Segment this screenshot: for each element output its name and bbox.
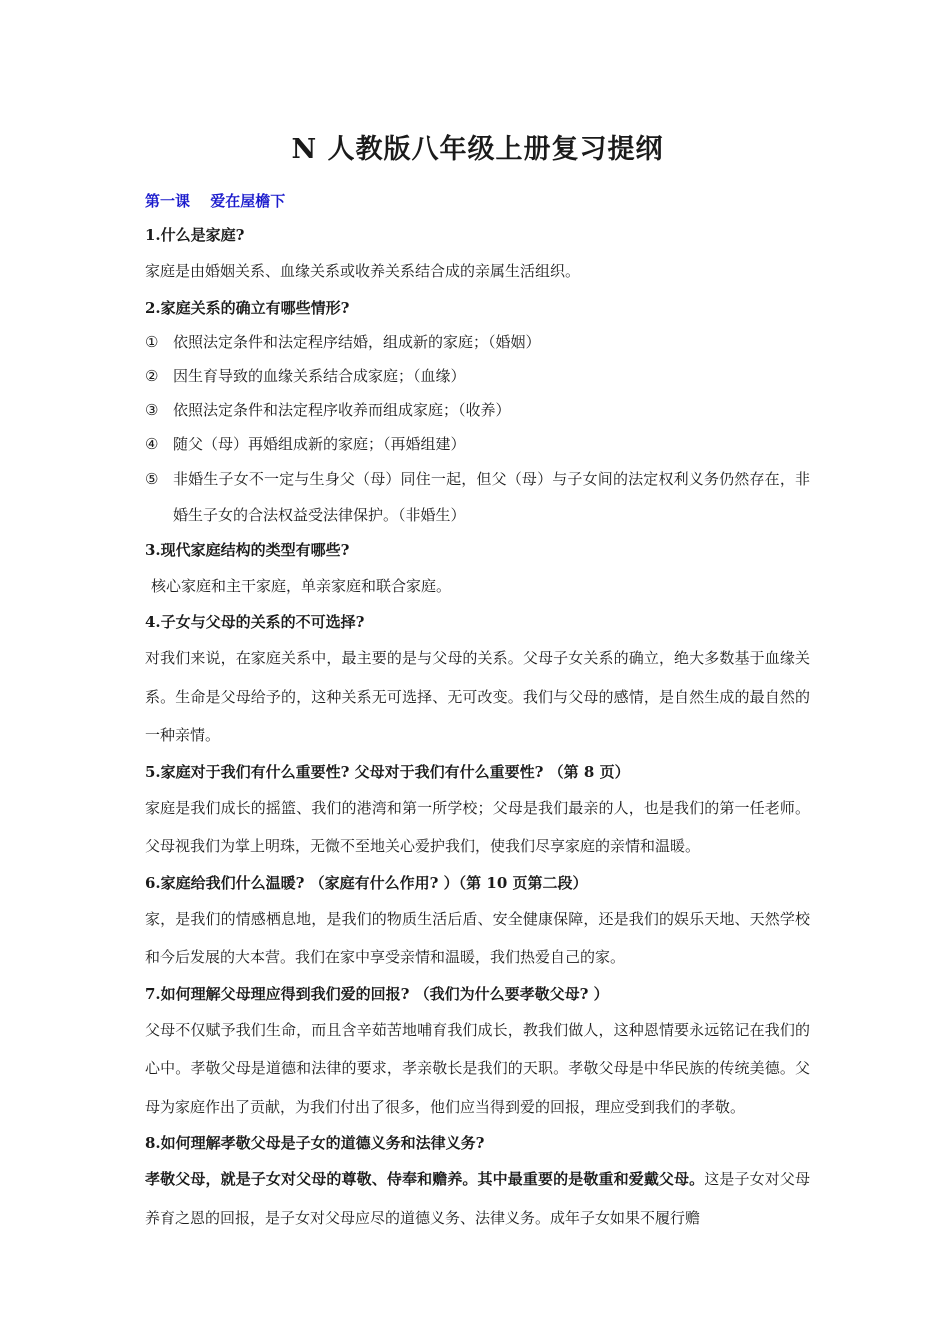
answer-3: 核心家庭和主干家庭，单亲家庭和联合家庭。 (151, 576, 452, 595)
answer-1: 家庭是由婚姻关系、血缘关系或收养关系结合成的亲属生活组织。 (145, 262, 581, 280)
answer-8 (145, 1160, 810, 1237)
list-item-number: ④ (145, 434, 159, 453)
question-6: 6.家庭给我们什么温暖? （家庭有什么作用? ）（第 10 页第二段） (145, 873, 588, 892)
list-item-text: 依照法定条件和法定程序收养而组成家庭；（收养） (173, 400, 511, 419)
list-item (145, 461, 810, 533)
list-item-number: ⑤ (145, 469, 159, 488)
question-4: 4.子女与父母的关系的不可选择? (145, 613, 365, 631)
list-item-number: ② (145, 366, 159, 385)
answer-4: 对我们来说，在家庭关系中，最主要的是与父母的关系。父母子女关系的确立，绝大多数基于血缘关系。生命是父母给予的，这种关系无可选择、无可改变。我们与父母的感情，是自然生成的最自然的一种亲情。 (145, 649, 810, 744)
answer-7: 父母不仅赋予我们生命，而且含辛茹苦地哺育我们成长，教我们做人，这种恩情要永远铭记在我们的心中。孝敬父母是道德和法律的要求，孝亲敬长是我们的天职。孝敬父母是中华民族的传统美德。父母为家庭作出了贡献，为我们付出了很多，他们应当得到爱的回报，理应受到我们的孝敬。 (145, 1020, 810, 1116)
answer-8-text: 这是子女对父母养育之恩的回报，是子女对父母应尽的道德义务、法律义务。成年子女如果不履行赡 (145, 1170, 810, 1227)
document-title: N 人教版八年级上册复习提纲 (291, 134, 664, 165)
list-item-text: 依照法定条件和法定程序结婚，组成新的家庭；（婚姻） (173, 332, 541, 351)
answer-5: 家庭是我们成长的摇篮、我们的港湾和第一所学校；父母是我们最亲的人，也是我们的第一任老师。父母视我们为掌上明珠，无微不至地关心爱护我们，使我们尽享家庭的亲情和温暖。 (145, 798, 810, 855)
answer-6: 家，是我们的情感栖息地，是我们的物质生活后盾、安全健康保障，还是我们的娱乐天地、天然学校和今后发展的大本营。我们在家中享受亲情和温暖，我们热爱自己的家。 (145, 909, 810, 966)
list-item-number: ③ (145, 400, 159, 419)
question-8: 8.如何理解孝敬父母是子女的道德义务和法律义务? (145, 1134, 485, 1152)
list-item (145, 427, 810, 461)
question-5: 5.家庭对于我们有什么重要性? 父母对于我们有什么重要性? （第 8 页） (145, 762, 630, 781)
list-item (145, 393, 810, 427)
question-2: 2.家庭关系的确立有哪些情形? (145, 298, 350, 317)
list-item-text: 随父（母）再婚组成新的家庭；（再婚组建） (173, 434, 466, 453)
lesson-heading: 第一课 爱在屋檐下 (145, 192, 286, 210)
answer-8-emphasis: 孝敬父母，就是子女对父母的尊敬、侍奉和赡养。其中最重要的是敬重和爱戴父母。 (145, 1170, 705, 1188)
list-item-number: ① (145, 332, 159, 351)
question-7: 7.如何理解父母理应得到我们爱的回报? （我们为什么要孝敬父母? ） (145, 984, 609, 1003)
list-item (145, 325, 810, 359)
list-item-text: 非婚生子女不一定与生身父（母）同住一起，但父（母）与子女间的法定权利义务仍然存在，非婚生子女的合法权益受法律保护。（非婚生） (173, 469, 810, 524)
question-3: 3.现代家庭结构的类型有哪些? (145, 540, 350, 559)
list-item-text: 因生育导致的血缘关系结合成家庭；（血缘） (173, 366, 466, 385)
list-item (145, 359, 810, 393)
document-page (145, 128, 810, 1237)
question-1: 1.什么是家庭? (145, 226, 245, 244)
